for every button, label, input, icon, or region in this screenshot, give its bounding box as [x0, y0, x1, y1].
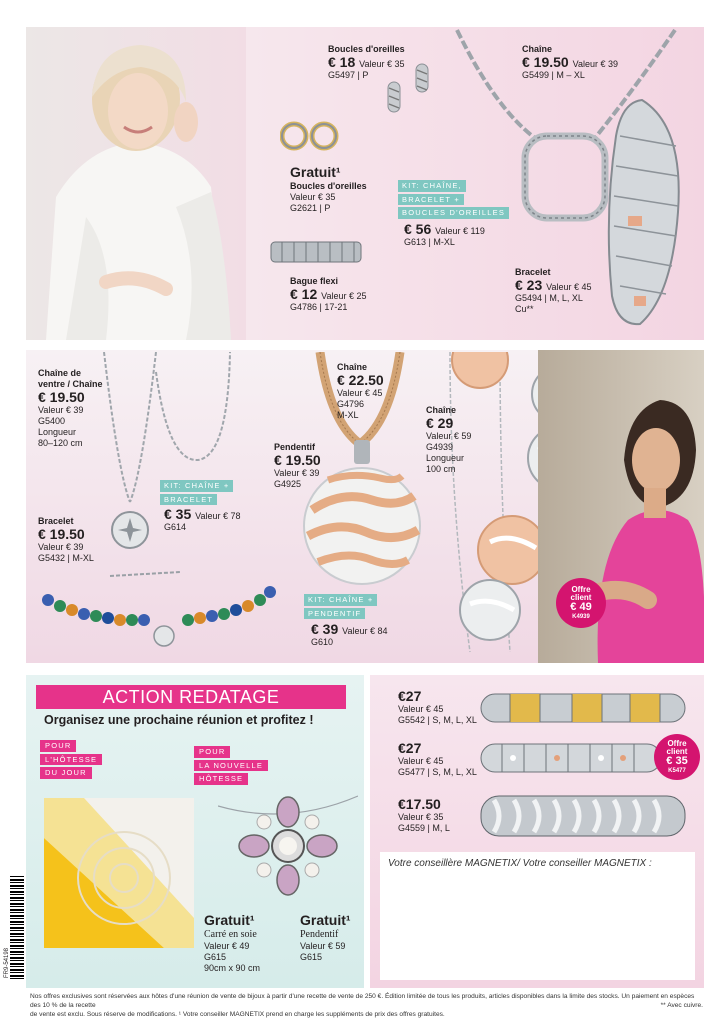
product-price: € 19.50: [274, 451, 321, 468]
footer-line: de vente est exclu. Sous réserve de modifications. ¹ Votre conseiller MAGNETIX prend en charge les suppléments de prix des offres gratuites.: [30, 1011, 445, 1019]
gift-label: Gratuit¹: [300, 912, 351, 928]
product-code: G5432 | M-XL: [38, 553, 94, 564]
product-code: G4796: [337, 399, 365, 410]
barcode-text: FR9-54198: [4, 947, 10, 978]
product-name: Chaîne: [426, 405, 457, 415]
product-code: G615: [300, 952, 323, 963]
product-name: Chaîne de: [38, 368, 82, 378]
copper-footnote: ** Avec cuivre.: [660, 1002, 703, 1009]
tag-line: DU JOUR: [40, 767, 92, 779]
offer-code: K5477: [668, 768, 686, 775]
product-name: Boucles d'oreilles: [328, 44, 405, 54]
product-price: €17.50: [398, 796, 441, 812]
zebra-pendant-image: [302, 440, 422, 588]
product-code: G4925: [274, 479, 302, 490]
silk-scarf-image: [44, 798, 194, 948]
gift-earrings-image: [280, 112, 340, 160]
kit-value: Valeur € 84: [342, 626, 388, 636]
tag-line: L'HÔTESSE: [40, 754, 102, 766]
advisor-box[interactable]: [380, 852, 695, 980]
action-subtitle: Organisez une prochaine réunion et profitez !: [44, 713, 314, 727]
product-price: € 12: [290, 285, 318, 302]
gift-scarf: [204, 912, 260, 974]
bracelet-gold-silver-image: [480, 690, 686, 726]
kit-price-value: € 39: [311, 621, 339, 637]
offer-price: € 49: [570, 601, 592, 614]
bracelet-image: [598, 96, 684, 328]
product-code: G2621 | P: [290, 203, 331, 214]
product-name: ventre / Chaîne: [38, 378, 103, 389]
product-size: M-XL: [337, 410, 359, 421]
product-price: € 19.50: [38, 525, 85, 542]
product-bracelet-g5477: [398, 741, 477, 778]
earrings-image: [386, 62, 434, 114]
product-bracelet-g4559: [398, 797, 450, 834]
product-name: Boucles d'oreilles: [290, 181, 367, 192]
product-name: Chaîne: [337, 362, 368, 372]
product-code: G613 | M-XL: [404, 237, 455, 248]
pearl-pendant-image: [218, 776, 358, 916]
kit-tag-chain-bracelet: [160, 480, 233, 505]
product-belly-chain: [38, 368, 103, 449]
product-name: Carré en soie: [204, 929, 257, 941]
action-banner: ACTION REDATAGE: [36, 685, 346, 709]
kit-tag-chain-bracelet-earrings: [398, 180, 509, 219]
product-price: €27: [398, 688, 422, 704]
offer-line: client: [570, 593, 592, 603]
product-name: Chaîne: [522, 44, 553, 54]
offer-line: Offre: [571, 584, 591, 594]
offer-badge-k4939: [556, 578, 606, 628]
offer-line: client: [666, 747, 688, 757]
product-name: Pendentif: [274, 442, 316, 452]
kit-price-value: € 56: [404, 221, 432, 237]
advisor-label: Votre conseillère MAGNETIX/ Votre conseiller MAGNETIX :: [388, 858, 652, 869]
product-code: G4559 | M, L: [398, 823, 450, 834]
product-price: € 23: [515, 276, 543, 293]
copper-note: Cu**: [515, 304, 534, 315]
kit-value: Valeur € 78: [195, 511, 241, 521]
kit-price-value: € 35: [164, 506, 192, 522]
kit-price: [164, 507, 241, 533]
product-code: G5542 | S, M, L, XL: [398, 715, 477, 726]
product-value: Valeur € 35: [398, 812, 444, 823]
product-code: G610: [311, 637, 334, 648]
tag-hostess-today: [40, 740, 102, 779]
photo-blonde-model: [26, 27, 246, 340]
product-name: Bracelet: [38, 516, 74, 526]
product-value: Valeur € 35: [290, 192, 336, 203]
product-price: € 18 Valeur € 35: [328, 53, 405, 70]
product-value: Valeur € 39: [38, 542, 84, 553]
ring-image: [270, 240, 362, 264]
product-price: € 19.50 Valeur € 39: [522, 53, 618, 70]
product-value: Valeur € 45: [398, 704, 444, 715]
product-long-chain: [426, 405, 471, 475]
product-name: Pendentif: [300, 929, 339, 941]
product-value: Valeur € 59: [426, 431, 472, 442]
kit-price: [311, 622, 388, 648]
offer-code: K4939: [572, 614, 590, 621]
product-name: Bracelet: [515, 267, 551, 277]
length-label: Longueur: [38, 427, 77, 438]
gift-pendant: [300, 912, 351, 963]
product-value: Valeur € 45: [398, 756, 444, 767]
product-code: G5400: [38, 416, 66, 427]
gift-label: Gratuit¹: [204, 912, 255, 928]
product-value: Valeur € 45: [337, 388, 383, 399]
product-price: €27: [398, 740, 422, 756]
offer-line: Offre: [667, 738, 687, 748]
bracelet-crystal-image: [480, 740, 662, 776]
tag-line: HÔTESSE: [194, 773, 248, 785]
product-value: Valeur € 49: [204, 941, 250, 952]
gift-label: Gratuit¹: [290, 164, 341, 180]
product-price: € 29: [426, 414, 454, 431]
product-value: Valeur € 59: [300, 941, 346, 952]
kit-value: Valeur € 119: [435, 226, 485, 236]
product-code: G5477 | S, M, L, XL: [398, 767, 477, 778]
tag-line: LA NOUVELLE: [194, 760, 268, 772]
tag-line: POUR: [194, 746, 230, 758]
kit-tag-line: BOUCLES D'OREILLES: [398, 207, 509, 219]
product-size: 90cm x 90 cm: [204, 963, 261, 974]
footer-line: Nos offres exclusives sont réservées aux hôtes d'une réunion de vente de bijoux à partir d'une recette de vente de 250 €. Édition limitée de tous les produits, articles disponibles dans la limite des stocks. Un paiement en espèces des 10 % de la recette: [30, 993, 695, 1010]
product-code: G4786 | 17-21: [290, 302, 348, 313]
product-price: € 19.50: [38, 388, 85, 405]
product-code: G4939: [426, 442, 454, 453]
product-bracelet-g5542: [398, 689, 477, 726]
product-price: € 22.50: [337, 371, 384, 388]
product-code: G5494 | M, L, XL: [515, 293, 583, 304]
bracelet-wave-image: [480, 790, 686, 842]
kit-tag-line: BRACELET: [160, 494, 217, 506]
product-bracelet-beads: [38, 516, 94, 564]
kit-tag-line: PENDENTIF: [304, 608, 365, 620]
kit-tag-line: BRACELET +: [398, 194, 464, 206]
product-name: Bague flexi: [290, 276, 339, 286]
product-value: Valeur € 39: [274, 468, 320, 479]
tag-line: POUR: [40, 740, 76, 752]
product-value: Valeur € 25: [321, 290, 367, 301]
product-code: G614: [164, 522, 187, 533]
kit-tag-chain-pendant: [304, 594, 377, 619]
product-value: Valeur € 39: [38, 405, 84, 416]
gift-earrings: [290, 164, 367, 214]
kit-tag-line: KIT: CHAÎNE +: [304, 594, 377, 606]
length-value: 80–120 cm: [38, 438, 83, 449]
bead-bracelet-image: [40, 570, 280, 650]
length-value: 100 cm: [426, 464, 456, 475]
kit-tag-line: KIT: CHAÎNE +: [160, 480, 233, 492]
kit-tag-line: KIT: CHAÎNE,: [398, 180, 466, 192]
product-code: G5497 | P: [328, 70, 369, 81]
offer-badge-k5477: [654, 734, 700, 780]
product-ring: [290, 276, 367, 313]
footer-legal: [30, 992, 705, 1020]
offer-price: € 35: [666, 755, 688, 768]
product-value: Valeur € 45: [546, 281, 592, 292]
product-bracelet: [515, 267, 592, 315]
product-code: G615: [204, 952, 227, 963]
product-mesh-chain: [337, 362, 384, 421]
barcode: [10, 876, 24, 980]
kit-price: [404, 222, 485, 248]
length-label: Longueur: [426, 453, 465, 464]
product-code: G5499 | M – XL: [522, 70, 585, 81]
